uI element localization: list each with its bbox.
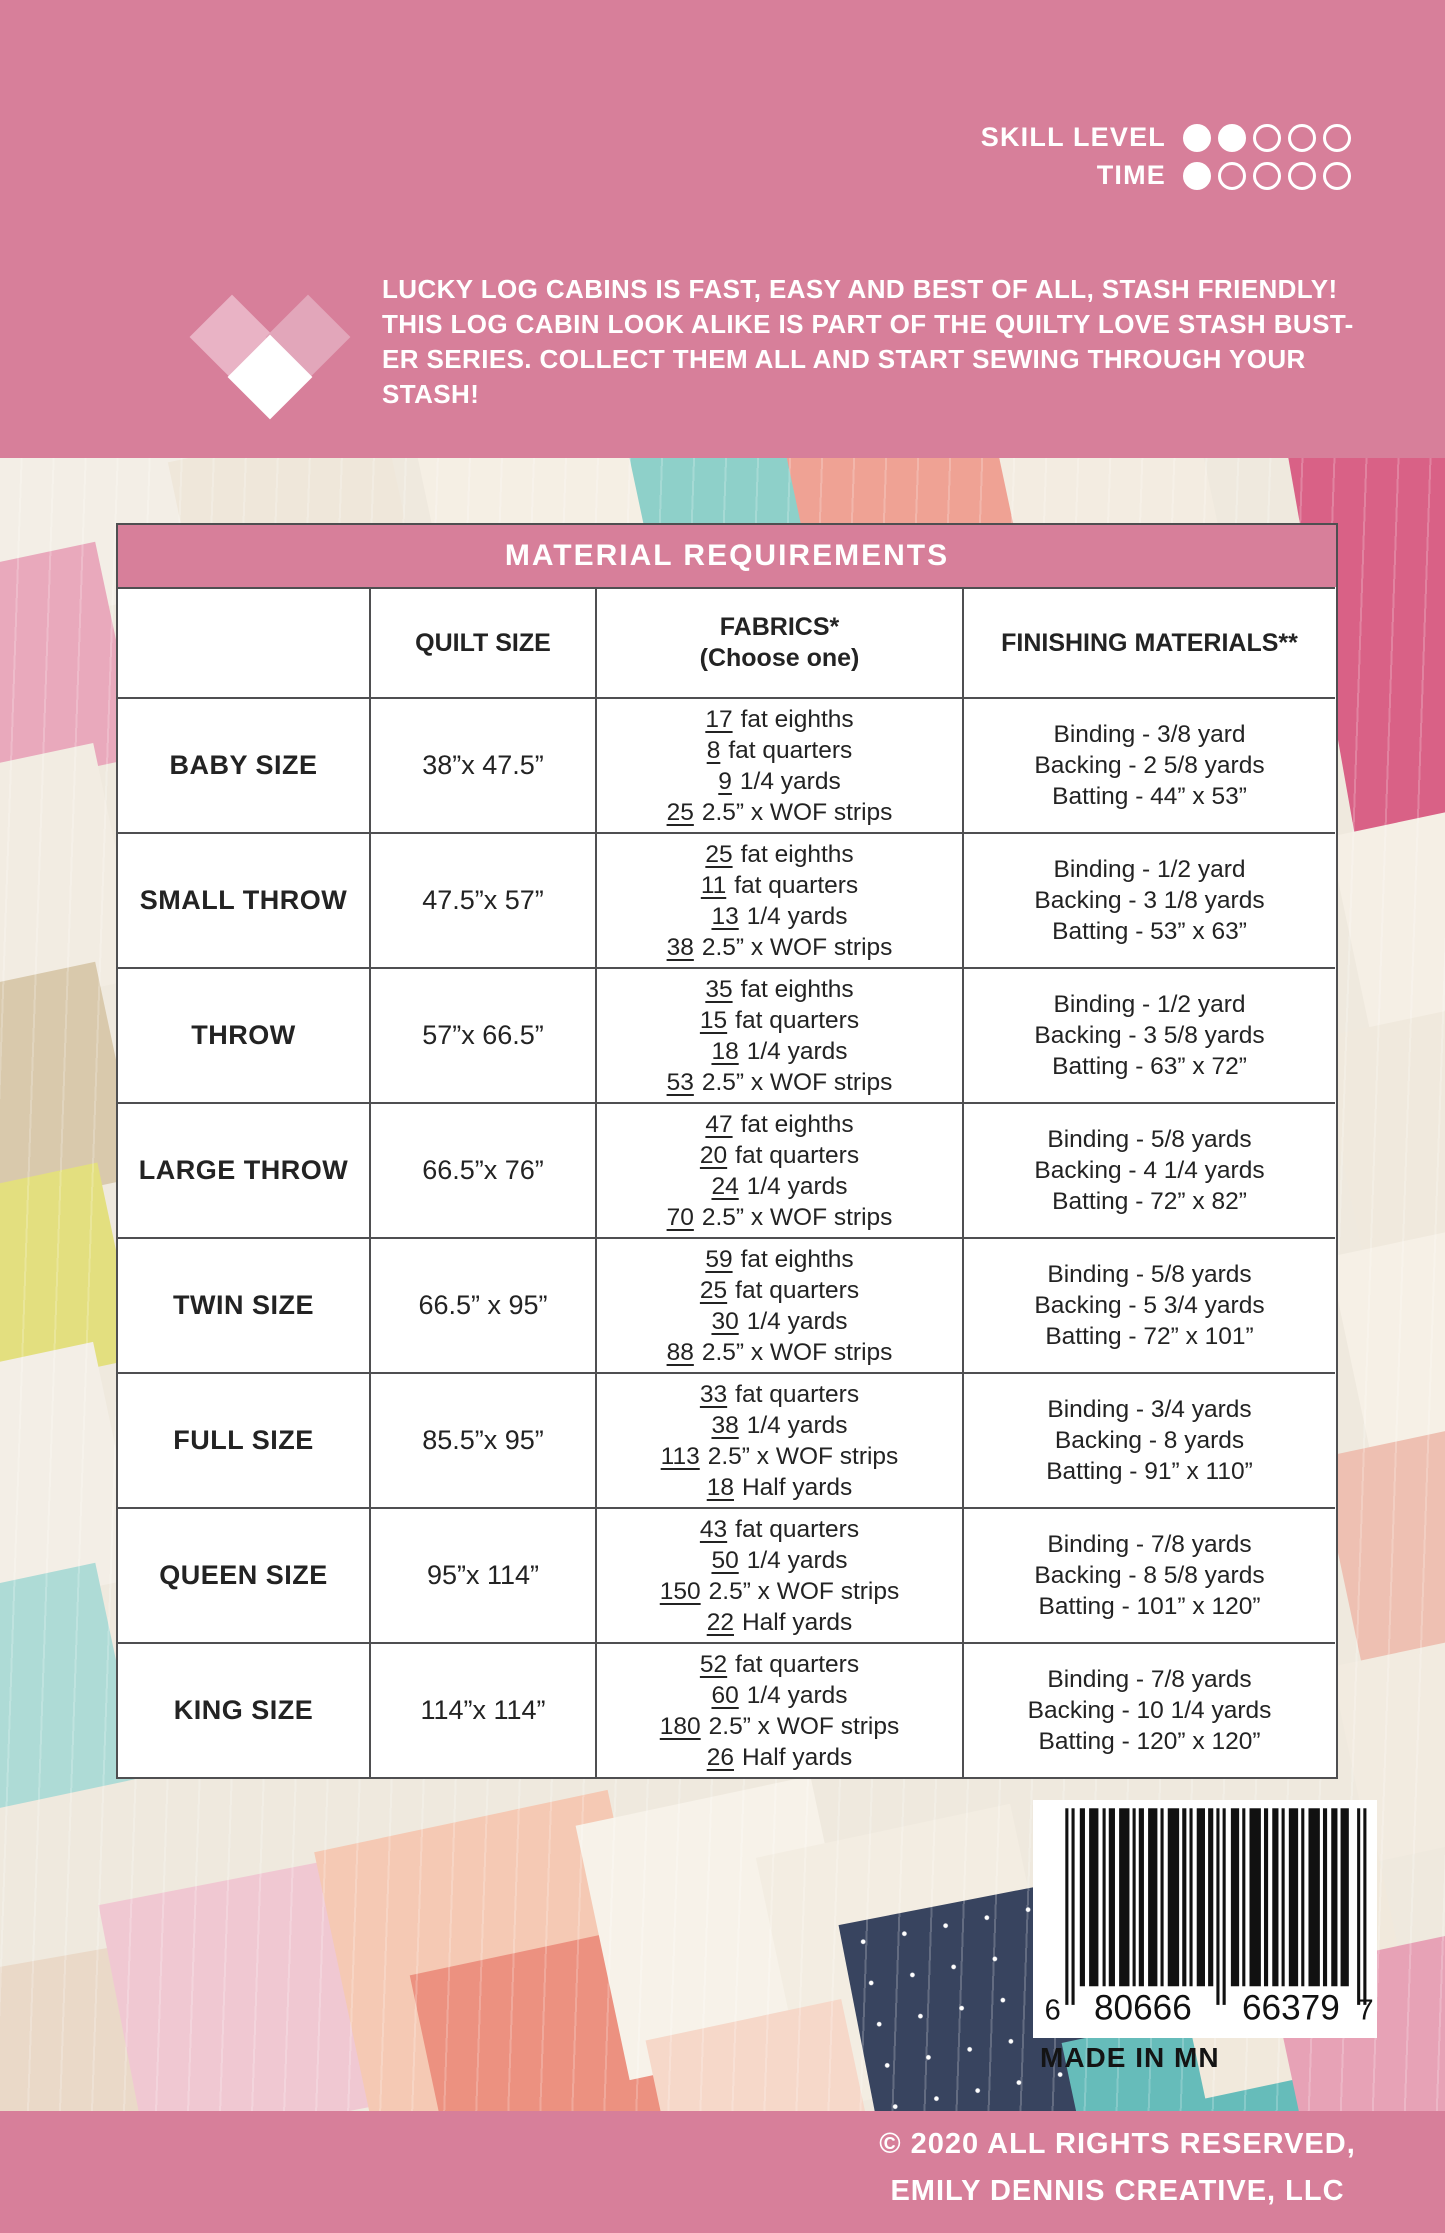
batting-requirement: Batting - 72” x 82” (1052, 1188, 1247, 1215)
row-fabrics-cell (595, 967, 962, 1102)
backing-requirement: Backing - 3 1/8 yards (1034, 887, 1265, 914)
fabric-option: 26 Half yards (706, 1743, 853, 1771)
row-finishing-cell (962, 1507, 1335, 1642)
row-finishing-cell (962, 1372, 1335, 1507)
fabric-option: 8 fat quarters (706, 736, 853, 764)
top-pink-band (0, 0, 1445, 458)
fabric-option: 25 fat quarters (699, 1276, 860, 1304)
empty-dot-icon (1253, 162, 1281, 190)
fabric-option: 113 2.5” x WOF strips (660, 1442, 899, 1470)
fabric-option: 18 1/4 yards (711, 1037, 848, 1065)
batting-requirement: Batting - 72” x 101” (1045, 1323, 1254, 1350)
row-size-cell (369, 1237, 595, 1372)
binding-requirement: Binding - 7/8 yards (1047, 1531, 1252, 1558)
row-size-cell (369, 1642, 595, 1777)
barcode-group1: 80666 (1094, 1988, 1192, 2028)
row-fabrics-cell (595, 1102, 962, 1237)
binding-requirement: Binding - 1/2 yard (1053, 991, 1246, 1018)
fabric-option: 38 1/4 yards (711, 1411, 848, 1439)
binding-requirement: Binding - 7/8 yards (1047, 1666, 1252, 1693)
batting-requirement: Batting - 63” x 72” (1052, 1053, 1247, 1080)
fabric-option: 30 1/4 yards (711, 1307, 848, 1335)
quilt-dimensions: 57”x 66.5” (422, 1020, 544, 1050)
empty-dot-icon (1253, 124, 1281, 152)
quilt-dimensions: 95”x 114” (426, 1560, 540, 1590)
row-finishing-cell (962, 832, 1335, 967)
header-cell-empty (118, 587, 369, 697)
row-finishing-cell (962, 967, 1335, 1102)
batting-requirement: Batting - 101” x 120” (1038, 1593, 1261, 1620)
skill-level-row (981, 122, 1351, 153)
material-requirements-table (116, 523, 1338, 1779)
fabric-option: 24 1/4 yards (711, 1172, 848, 1200)
quilt-dimensions: 66.5” x 95” (418, 1290, 548, 1320)
table-grid (118, 587, 1336, 1777)
binding-requirement: Binding - 1/2 yard (1053, 856, 1246, 883)
empty-dot-icon (1288, 124, 1316, 152)
binding-requirement: Binding - 3/8 yard (1053, 721, 1246, 748)
row-fabrics-cell (595, 697, 962, 832)
fabric-option: 25 fat eighths (705, 840, 854, 868)
row-fabrics-cell (595, 1237, 962, 1372)
batting-requirement: Batting - 91” x 110” (1046, 1458, 1253, 1485)
time-label: TIME (1096, 160, 1166, 190)
batting-requirement: Batting - 44” x 53” (1052, 783, 1247, 810)
rating-meters (981, 122, 1351, 191)
quilt-dimensions: 38”x 47.5” (422, 750, 544, 780)
barcode-bars (1033, 1800, 1377, 2038)
filled-dot-icon (1183, 124, 1211, 152)
table-title: MATERIAL REQUIREMENTS (504, 539, 950, 572)
fabric-option: 15 fat quarters (699, 1006, 860, 1034)
binding-requirement: Binding - 5/8 yards (1047, 1126, 1252, 1153)
quilt-dimensions: 47.5”x 57” (422, 885, 544, 915)
fabric-option: 13 1/4 yards (711, 902, 848, 930)
fabric-option: 9 1/4 yards (718, 767, 841, 795)
description-line: ER SERIES. COLLECT THEM ALL AND START SEWING THROUGH YOUR (382, 344, 1306, 374)
barcode-right-digit: 7 (1357, 1994, 1374, 2027)
fabric-option: 53 2.5” x WOF strips (666, 1068, 893, 1096)
quilt-size-name: TWIN SIZE (173, 1290, 314, 1320)
copyright-notice (790, 2121, 1445, 2215)
batting-requirement: Batting - 120” x 120” (1038, 1728, 1261, 1755)
quilt-size-name: THROW (191, 1020, 296, 1050)
header-cell-finishing-materials: FINISHING MATERIALS** (962, 587, 1335, 697)
made-in-label: MADE IN MN (1040, 2042, 1220, 2073)
fabric-option: 88 2.5” x WOF strips (666, 1338, 893, 1366)
empty-dot-icon (1323, 124, 1351, 152)
quilt-size-name: FULL SIZE (173, 1425, 314, 1455)
fabric-option: 35 fat eighths (705, 975, 854, 1003)
fabric-option: 52 fat quarters (699, 1650, 860, 1678)
fabric-option: 47 fat eighths (705, 1110, 854, 1138)
skill-level-dots (1176, 124, 1351, 152)
barcode-left-digit: 6 (1044, 1994, 1061, 2027)
backing-requirement: Backing - 5 3/4 yards (1034, 1292, 1265, 1319)
row-size-cell (369, 697, 595, 832)
copyright-line-2: EMILY DENNIS CREATIVE, LLC (890, 2175, 1345, 2207)
fabric-option: 150 2.5” x WOF strips (659, 1577, 900, 1605)
quilt-size-name: SMALL THROW (139, 885, 348, 915)
fabric-option: 25 2.5” x WOF strips (666, 798, 893, 826)
barcode-group2: 66379 (1241, 1988, 1340, 2028)
row-size-cell (369, 1102, 595, 1237)
row-size-cell (369, 832, 595, 967)
row-name-cell (118, 1507, 369, 1642)
backing-requirement: Backing - 2 5/8 yards (1034, 752, 1265, 779)
row-name-cell (118, 1237, 369, 1372)
empty-dot-icon (1288, 162, 1316, 190)
row-fabrics-cell (595, 1642, 962, 1777)
row-name-cell (118, 1642, 369, 1777)
empty-dot-icon (1323, 162, 1351, 190)
quilt-dimensions: 66.5”x 76” (422, 1155, 544, 1185)
row-name-cell (118, 967, 369, 1102)
header-cell-quilt-size: QUILT SIZE (369, 587, 595, 697)
fabric-option: 11 fat quarters (700, 871, 859, 899)
row-finishing-cell (962, 1102, 1335, 1237)
skill-level-label: SKILL LEVEL (980, 122, 1166, 152)
quilt-size-name: KING SIZE (173, 1695, 314, 1725)
fabric-option: 33 fat quarters (699, 1380, 860, 1408)
bottom-pink-band (0, 2111, 1445, 2233)
row-size-cell (369, 1372, 595, 1507)
fabric-option: 70 2.5” x WOF strips (666, 1203, 893, 1231)
empty-dot-icon (1218, 162, 1246, 190)
row-name-cell (118, 832, 369, 967)
row-size-cell (369, 1507, 595, 1642)
copyright-line-1: © 2020 ALL RIGHTS RESERVED, (879, 2128, 1356, 2160)
row-finishing-cell (962, 1642, 1335, 1777)
table-title-banner (118, 525, 1336, 587)
header-cell-fabrics: FABRICS* (Choose one) (595, 587, 962, 697)
description-line: THIS LOG CABIN LOOK ALIKE IS PART OF THE QUILTY LOVE STASH BUST- (382, 309, 1354, 339)
row-fabrics-cell (595, 832, 962, 967)
fabric-option: 59 fat eighths (705, 1245, 854, 1273)
row-finishing-cell (962, 1237, 1335, 1372)
description-line: LUCKY LOG CABINS IS FAST, EASY AND BEST OF ALL, STASH FRIENDLY! (382, 274, 1338, 304)
filled-dot-icon (1183, 162, 1211, 190)
binding-requirement: Binding - 5/8 yards (1047, 1261, 1252, 1288)
row-name-cell (118, 697, 369, 832)
fabric-option: 60 1/4 yards (711, 1681, 848, 1709)
fabric-option: 20 fat quarters (699, 1141, 860, 1169)
fabric-option: 38 2.5” x WOF strips (666, 933, 893, 961)
row-finishing-cell (962, 697, 1335, 832)
description-line: STASH! (382, 379, 480, 409)
row-fabrics-cell (595, 1372, 962, 1507)
quilt-size-name: QUEEN SIZE (159, 1560, 328, 1590)
backing-requirement: Backing - 8 yards (1054, 1427, 1245, 1454)
pattern-description (382, 272, 1354, 412)
row-name-cell (118, 1102, 369, 1237)
fabric-option: 180 2.5” x WOF strips (659, 1712, 900, 1740)
fabric-option: 43 fat quarters (699, 1515, 860, 1543)
backing-requirement: Backing - 3 5/8 yards (1034, 1022, 1265, 1049)
backing-requirement: Backing - 10 1/4 yards (1027, 1697, 1272, 1724)
upc-barcode (1033, 1800, 1377, 2038)
quilt-dimensions: 114”x 114” (420, 1695, 546, 1725)
backing-requirement: Backing - 8 5/8 yards (1034, 1562, 1265, 1589)
fabric-option: 50 1/4 yards (711, 1546, 848, 1574)
fabric-option: 18 Half yards (706, 1473, 853, 1501)
row-fabrics-cell (595, 1507, 962, 1642)
batting-requirement: Batting - 53” x 63” (1052, 918, 1247, 945)
backing-requirement: Backing - 4 1/4 yards (1034, 1157, 1265, 1184)
row-name-cell (118, 1372, 369, 1507)
quilty-love-heart-logo-icon (190, 292, 350, 417)
quilt-size-name: BABY SIZE (169, 750, 318, 780)
fabric-option: 22 Half yards (706, 1608, 853, 1636)
time-dots (1176, 162, 1351, 190)
time-row (1097, 160, 1351, 191)
quilt-size-name: LARGE THROW (138, 1155, 349, 1185)
fabric-option: 17 fat eighths (705, 705, 854, 733)
row-size-cell (369, 967, 595, 1102)
filled-dot-icon (1218, 124, 1246, 152)
binding-requirement: Binding - 3/4 yards (1047, 1396, 1252, 1423)
quilt-dimensions: 85.5”x 95” (422, 1425, 544, 1455)
